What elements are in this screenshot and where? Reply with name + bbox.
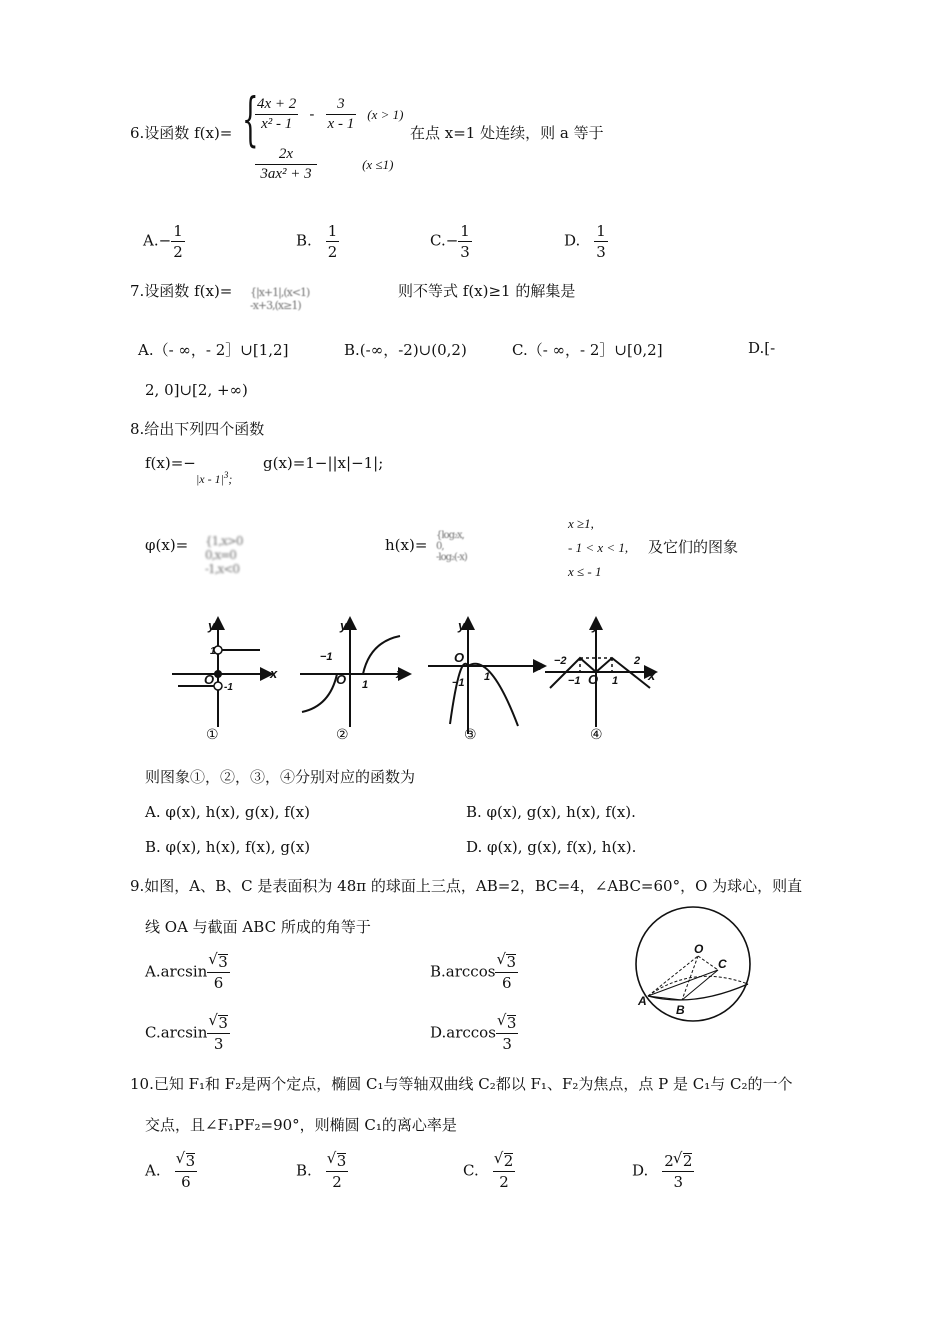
q6-brace: { [242,85,259,153]
q6-option-2: B. $\frac{1}{2}$ [296,222,338,261]
g4-tick-m2: −2 [554,655,567,667]
q6-stem: 6.设函数 f(x)= [130,124,233,142]
graph-label-3: ③ [464,726,477,742]
q8-f-def: f(x)=− [145,454,196,472]
q10-option-1: A. √ $\frac{3}{6}$ [145,1152,197,1191]
q8-tail: 及它们的图象 [648,538,739,556]
q10-line2: 交点，且∠F₁PF₂=90°，则椭圆 C₁的离心率是 [145,1116,457,1134]
g2-y-label: y [340,618,348,633]
q6-option-1: A.− $\frac{1}{2}$ [143,222,183,261]
q7-option-b: B.(-∞，-2)∪(0,2) [344,341,467,359]
q8-h-cond3: x ≤ - 1 [568,564,602,579]
q8-h-cond2: - 1 < x < 1, [568,540,629,555]
g4-tick-2: 2 [634,655,641,667]
sphere-label-o: O [694,942,704,956]
g2-origin: O [336,672,347,687]
q9-option-b: B.arccos √ $\frac{3}{6}$ [430,953,518,992]
q7-piecewise-blurred: {|x+1|,(x<1) -x+3,(x≥1) [250,286,310,312]
q8-option-4: D. φ(x), g(x), f(x), h(x). [466,838,637,856]
q9-option-a: A.arcsin √ $\frac{3}{6}$ [145,953,230,992]
q9-line1: 9.如图，A、B、C 是表面积为 48π 的球面上三点，AB=2，BC=4，∠ABC=60°，O 为球心，则直 [130,877,803,895]
g1-tick-1: 1 [210,646,216,657]
q8-phi-blurred: {1,x>0 0,x=0 -1,x<0 [205,534,243,576]
q10-option-4: D. $\frac{2√ 2}{3}$ [632,1152,694,1191]
q8-h-cond1: x ≥1, [568,516,594,531]
q8-g-def: g(x)=1−||x|−1|; [263,454,384,472]
g3-x-label: x [534,658,542,673]
g2-tick-1: 1 [362,679,369,691]
q9-option-d: D.arccos √ $\frac{3}{3}$ [430,1014,518,1053]
q9-line2: 线 OA 与截面 ABC 所成的角等于 [145,918,371,936]
q8-graphs [160,612,680,744]
q8-phi-def: φ(x)= [145,536,189,554]
q8-option-2: B. φ(x), g(x), h(x), f(x). [466,803,636,821]
graph-label-2: ② [336,726,349,742]
q6-option-4: D. $\frac{1}{3}$ [564,222,606,261]
graph-label-1: ① [206,726,219,742]
q7-option-a: A.（- ∞，- 2］∪[1,2] [138,341,289,359]
q7-tail: 则不等式 f(x)≥1 的解集是 [398,282,576,300]
g3-y-label: y [458,618,466,633]
g1-y-label: y [208,618,216,633]
q6-option-3: C.− $\frac{1}{3}$ [430,222,470,261]
g1-x-label: x [270,666,278,681]
g1-tick-m1: -1 [224,682,233,693]
graph-label-4: ④ [590,726,603,742]
open-point [214,682,222,690]
sphere-label-c: C [718,957,727,971]
q10-option-3: C. √ $\frac{2}{2}$ [463,1152,515,1191]
q7-stem: 7.设函数 f(x)= [130,282,233,300]
q8-option-3: B. φ(x), h(x), f(x), g(x) [145,838,311,856]
g4-x-label: x [648,668,656,683]
q8-question: 则图象①，②，③，④分别对应的函数为 [145,768,416,786]
g4-y-label: y [592,618,600,633]
q8-h-blurred: {log₂x, 0, -log₂(-x) [436,530,467,563]
q6-piece2: $\frac{2x}{\text{3ax² + 3}}$ (x ≤1) [255,146,393,183]
g3-tick-m1: −1 [452,677,465,689]
q9-sphere-figure [630,904,756,1024]
q6-tail: 在点 x=1 处连续，则 a 等于 [410,124,604,142]
q10-line1: 10.已知 F₁和 F₂是两个定点，椭圆 C₁与等轴双曲线 C₂都以 F₁、F₂为焦点，点 P 是 C₁与 C₂的一个 [130,1075,793,1093]
sphere-label-b: B [676,1003,685,1017]
g1-origin: O [204,672,215,687]
q6-piece1: $\frac{4x + 2}{\text{x² - 1}}$ - $\frac{3}{x - 1}$ (x > 1) [257,96,404,132]
graph-4 [545,618,656,727]
g4-tick-1: 1 [612,675,619,687]
sphere-label-a: A [638,994,647,1008]
q7-option-d: D.[- [748,339,776,357]
g2-tick-m1: −1 [320,651,333,663]
q7-option-d-cont: 2, 0]∪[2, +∞) [145,381,248,399]
graph-1 [172,618,272,727]
q9-option-c: C.arcsin √ $\frac{3}{3}$ [145,1014,230,1053]
g2-x-label: x [396,666,404,681]
q7-option-c: C.（- ∞，- 2］∪[0,2] [512,341,663,359]
g3-origin: O [454,650,465,665]
g3-tick-1: 1 [484,671,491,683]
g4-tick-m1: −1 [568,675,581,687]
graph-2 [300,618,410,727]
q8-h-def: h(x)= [385,536,428,554]
g4-origin: O [588,672,599,687]
q8-f-den: $|x - 1|^3$; [196,470,233,486]
closed-point [214,670,222,678]
q8-option-1: A. φ(x), h(x), g(x), f(x) [145,803,310,821]
q8-stem: 8.给出下列四个函数 [130,420,265,438]
q10-option-2: B. √ $\frac{3}{2}$ [296,1152,348,1191]
